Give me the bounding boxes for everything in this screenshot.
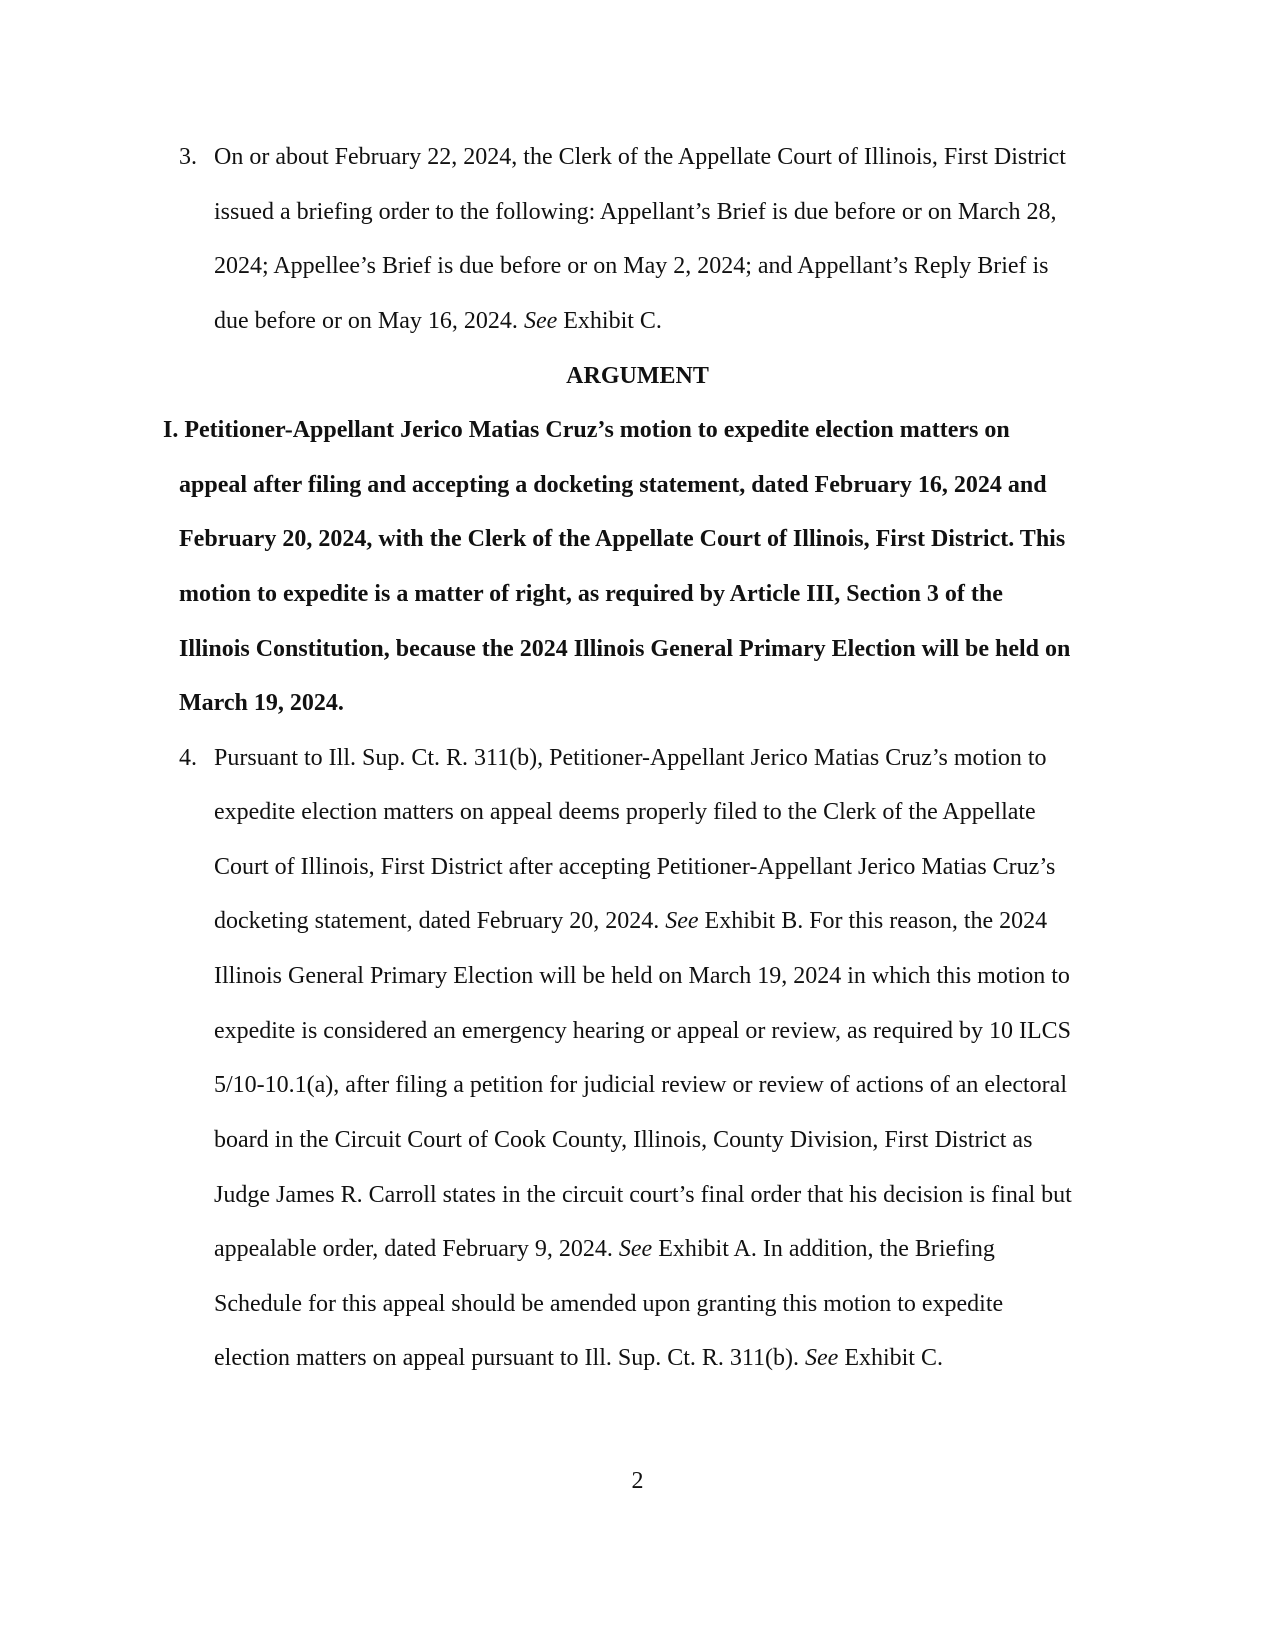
point-heading-line: February 20, 2024, with the Clerk of the Appellate Court of Illinois, First District. This xyxy=(179,526,1066,552)
page-number: 2 xyxy=(631,1468,644,1494)
paragraph-line: expedite election matters on appeal deems properly filed to the Clerk of the Appellate xyxy=(214,799,1036,825)
paragraph-line xyxy=(214,1234,995,1264)
paragraph-line xyxy=(214,906,1047,936)
text-run: Exhibit C. xyxy=(557,308,662,334)
text-run: docketing statement, dated February 20, 2024. xyxy=(214,908,666,934)
paragraph-line: board in the Circuit Court of Cook County, Illinois, County Division, First District as xyxy=(214,1127,1033,1153)
signal-see: See xyxy=(618,1236,653,1262)
paragraph-line xyxy=(214,1343,943,1373)
paragraph-line: 2024; Appellee’s Brief is due before or on May 2, 2024; and Appellant’s Reply Brief is xyxy=(214,253,1049,279)
text-run: Exhibit A. In addition, the Briefing xyxy=(652,1236,995,1262)
text-run: Exhibit B. For this reason, the 2024 xyxy=(698,908,1048,934)
text-run: election matters on appeal pursuant to Ill. Sup. Ct. R. 311(b). xyxy=(214,1345,805,1371)
point-heading-line: Illinois Constitution, because the 2024 Illinois General Primary Election will be held on xyxy=(179,636,1071,662)
text-run: due before or on May 16, 2024. xyxy=(214,308,524,334)
text-run: Exhibit C. xyxy=(838,1345,943,1371)
paragraph-line xyxy=(214,306,662,336)
paragraph-line: expedite is considered an emergency hearing or appeal or review, as required by 10 ILCS xyxy=(214,1018,1072,1044)
paragraph-line: Court of Illinois, First District after accepting Petitioner-Appellant Jerico Matias Cruz’s xyxy=(214,854,1056,880)
signal-see: See xyxy=(665,908,699,934)
paragraph-number: 4. xyxy=(179,745,197,771)
text-run: appealable order, dated February 9, 2024. xyxy=(214,1236,619,1262)
section-heading: ARGUMENT xyxy=(566,363,709,389)
point-heading-line: I. Petitioner-Appellant Jerico Matias Cruz’s motion to expedite election matters on xyxy=(163,417,1010,443)
signal-see: See xyxy=(523,308,558,334)
paragraph-number: 3. xyxy=(179,144,197,170)
paragraph-line: Pursuant to Ill. Sup. Ct. R. 311(b), Petitioner-Appellant Jerico Matias Cruz’s motion to xyxy=(214,745,1047,771)
paragraph-line: Judge James R. Carroll states in the circuit court’s final order that his decision is final but xyxy=(214,1182,1072,1208)
point-heading-line: appeal after filing and accepting a docketing statement, dated February 16, 2024 and xyxy=(179,472,1047,498)
point-heading-line: motion to expedite is a matter of right, as required by Article III, Section 3 of the xyxy=(179,581,1003,607)
paragraph-line: 5/10-10.1(a), after filing a petition for judicial review or review of actions of an electoral xyxy=(214,1072,1067,1098)
paragraph-line: Schedule for this appeal should be amended upon granting this motion to expedite xyxy=(214,1291,1004,1317)
paragraph-line: issued a briefing order to the following: Appellant’s Brief is due before or on March 28, xyxy=(214,199,1057,225)
point-heading-line: March 19, 2024. xyxy=(179,690,344,716)
paragraph-line: On or about February 22, 2024, the Clerk of the Appellate Court of Illinois, First District xyxy=(214,144,1066,170)
paragraph-line: Illinois General Primary Election will be held on March 19, 2024 in which this motion to xyxy=(214,963,1070,989)
signal-see: See xyxy=(805,1345,839,1371)
